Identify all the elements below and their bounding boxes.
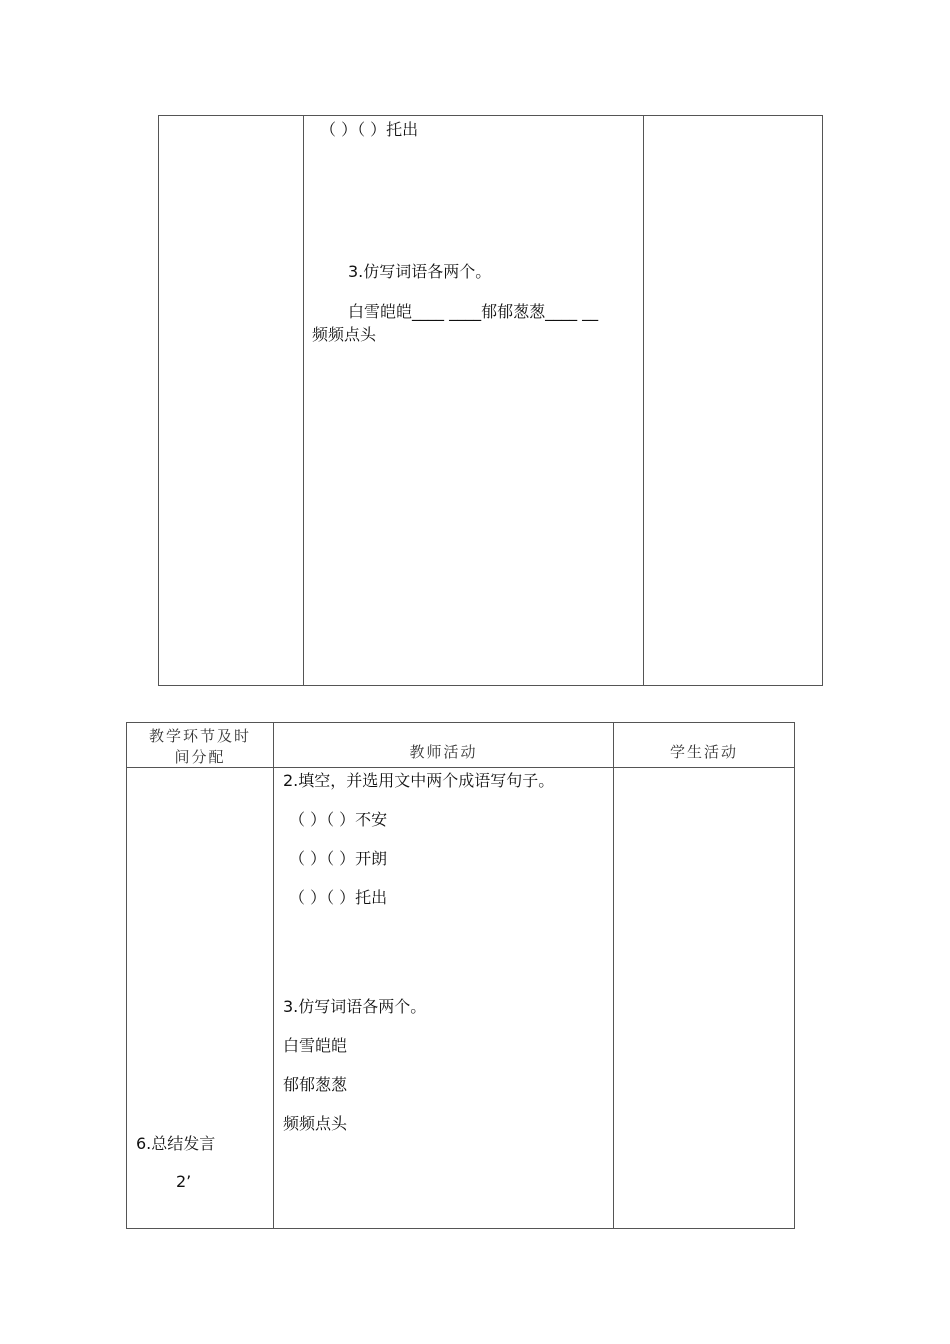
word-pinpin: 频频点头 xyxy=(283,1114,348,1133)
header-stage-line2: 间分配 xyxy=(174,748,226,766)
student-activity-cell xyxy=(614,768,795,1229)
stage-time: 2’ xyxy=(176,1172,192,1191)
teacher-activity-cell xyxy=(304,116,644,686)
header-teacher xyxy=(274,723,614,768)
header-student xyxy=(614,723,795,768)
header-teacher-label: 教师活动 xyxy=(409,743,478,761)
fill-blank-buan: （ ）（ ）不安 xyxy=(289,810,388,829)
header-student-label: 学生活动 xyxy=(669,743,738,761)
stage-cell xyxy=(127,768,274,1229)
header-row xyxy=(127,723,795,768)
item3-words-line2: 频频点头 xyxy=(312,325,377,344)
bottom-lesson-table xyxy=(126,722,795,1229)
stage-cell xyxy=(159,116,304,686)
fill-blank-tuochu: （ ）（ ）托出 xyxy=(289,888,388,907)
item3-title: 3.仿写词语各两个。 xyxy=(348,262,492,281)
stage-label: 6.总结发言 xyxy=(136,1134,216,1153)
item2-title: 2.填空，并选用文中两个成语写句子。 xyxy=(283,771,555,790)
student-activity-cell xyxy=(644,116,823,686)
fill-blank-kailang: （ ）（ ）开朗 xyxy=(289,849,388,868)
fill-blank-tuochu: （ ）（ ）托出 xyxy=(320,120,419,139)
top-lesson-table xyxy=(158,115,823,686)
teacher-activity-cell xyxy=(274,768,614,1229)
header-stage xyxy=(127,723,274,768)
word-yuyu: 郁郁葱葱 xyxy=(283,1075,348,1094)
word-baixue: 白雪皑皑 xyxy=(283,1036,348,1055)
item3-words-line: 白雪皑皑____ ____郁郁葱葱____ __ xyxy=(348,302,599,321)
content-row xyxy=(127,768,795,1229)
header-stage-line1: 教学环节及时 xyxy=(148,727,251,745)
item3-title: 3.仿写词语各两个。 xyxy=(283,997,427,1016)
